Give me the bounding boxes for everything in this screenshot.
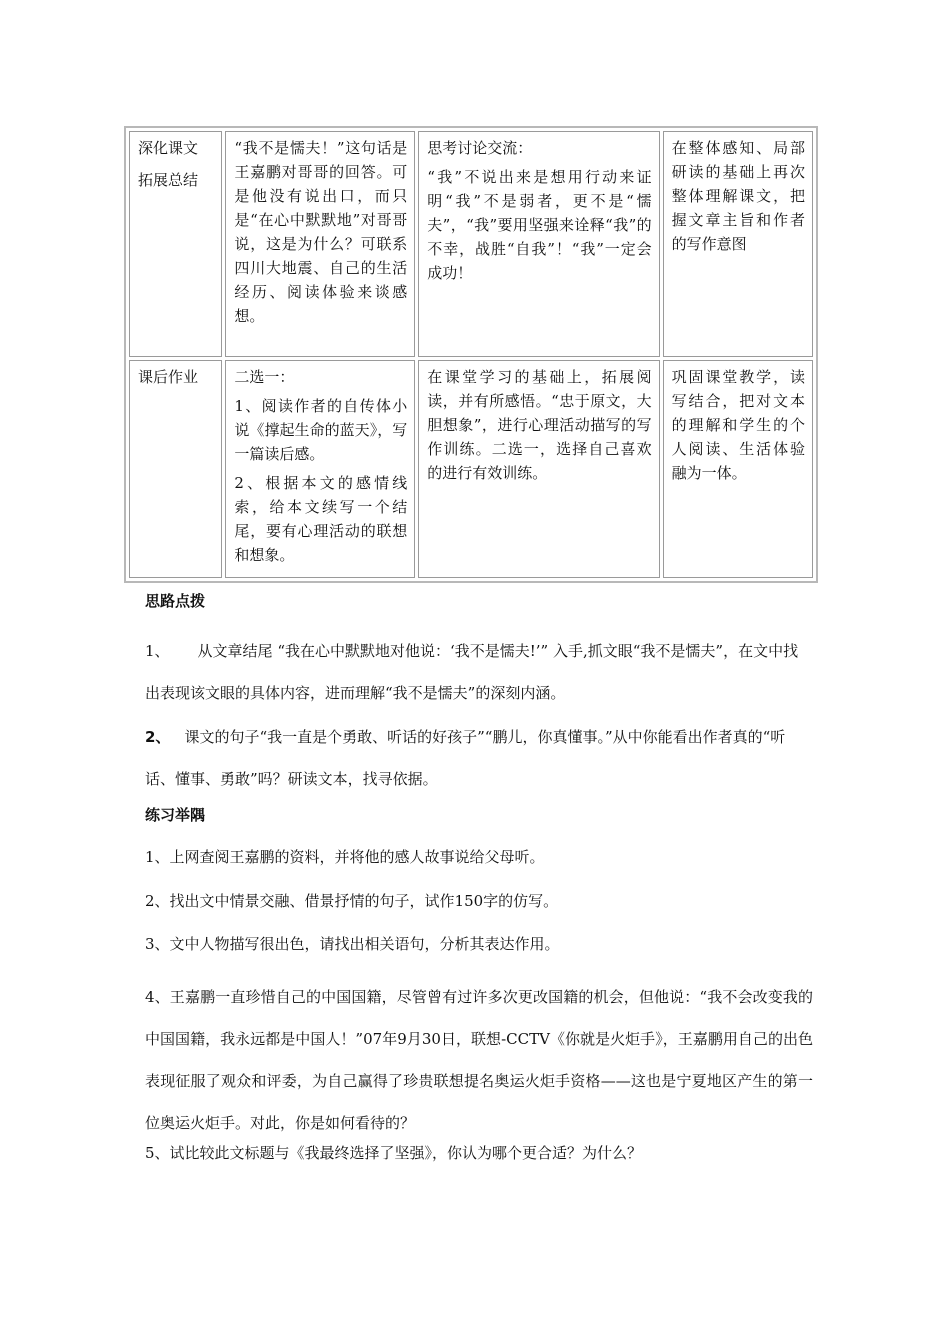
stage-cell xyxy=(129,360,222,578)
content-paragraph: 二选一： xyxy=(234,368,295,386)
activity-paragraph: 在课堂学习的基础上，拓展阅读，并有所感悟。“忠于原文，大胆想象”，进行心理活动描写的写作训练。二选一，选择自己喜欢的进行有效训练。 xyxy=(427,368,652,482)
activity-heading: 思考讨论交流： xyxy=(427,139,533,157)
practice-item: 4、王嘉鹏一直珍惜自己的中国国籍，尽管曾有过许多次更改国籍的机会，但他说：“我不会改变我的中国国籍，我永远都是中国人！”07年9月30日，联想-CCTV《你就是火炬手》，王嘉鹏用自己的出色表现征服了观众和评委，为自己赢得了珍贵联想提名奥运火炬手资格——这也是宁夏地区产生的第一位奥运火炬手。对此，你是如何看待的？ xyxy=(145,988,813,1132)
activity-cell xyxy=(418,131,659,357)
content-paragraph: 2、根据本文的感情线索，给本文续写一个结尾，要有心理活动的联想和想象。 xyxy=(234,474,408,564)
practice-item: 2、找出文中情景交融、借景抒情的句子，试作150字的仿写。 xyxy=(145,892,559,910)
intent-paragraph: 在整体感知、局部研读的基础上再次整体理解课文，把握文章主旨和作者的写作意图 xyxy=(671,139,805,253)
hint-item xyxy=(145,716,813,800)
content-paragraph: “我不是懦夫！”这句话是王嘉鹏对哥哥的回答。可是他没有说出口，而只是“在心中默默地”对哥哥说，这是为什么？可联系四川大地震、自己的生活经历、阅读体验来谈感想。 xyxy=(234,139,408,325)
section-heading-hints: 思路点拨 xyxy=(145,592,206,610)
content-cell xyxy=(225,131,415,357)
hint-item xyxy=(145,630,813,714)
practice-item: 5、试比较此文标题与《我最终选择了坚强》，你认为哪个更合适？为什么？ xyxy=(145,1144,643,1162)
intent-cell xyxy=(663,131,813,357)
activity-cell xyxy=(418,360,659,578)
hint-text: 课文的句子“我一直是个勇敢、听话的好孩子”“鹏儿，你真懂事。”从中你能看出作者真的“听话、懂事、勇敢”吗？研读文本，找寻依据。 xyxy=(145,728,786,788)
lesson-plan-table xyxy=(124,126,818,583)
stage-label-line: 拓展总结 xyxy=(138,171,199,189)
table-row xyxy=(129,360,813,578)
hint-text: 从文章结尾 “我在心中默默地对他说：‘我不是懦夫!’” 入手,抓文眼“我不是懦夫”，在文中找出表现该文眼的具体内容，进而理解“我不是懦夫”的深刻内涵。 xyxy=(145,642,799,702)
content-paragraph: 1、阅读作者的自传体小说《撑起生命的蓝天》，写一篇读后感。 xyxy=(234,397,408,463)
stage-label-line: 深化课文 xyxy=(138,139,199,157)
hint-number: 1、 xyxy=(145,642,170,660)
stage-label-line: 课后作业 xyxy=(138,368,199,386)
intent-paragraph: 巩固课堂教学，读写结合，把对文本的理解和学生的个人阅读、生活体验融为一体。 xyxy=(671,368,805,482)
practice-item: 3、文中人物描写很出色，请找出相关语句，分析其表达作用。 xyxy=(145,935,560,953)
intent-cell xyxy=(663,360,813,578)
activity-paragraph: “我”不说出来是想用行动来证明“我”不是弱者，更不是“懦夫”，“我”要用坚强来诠释“我”的不幸，战胜“自我”！“我”一定会成功！ xyxy=(427,168,652,282)
stage-cell xyxy=(129,131,222,357)
practice-item: 1、上网查阅王嘉鹏的资料，并将他的感人故事说给父母听。 xyxy=(145,848,545,866)
table-row xyxy=(129,131,813,357)
hint-number: 2、 xyxy=(145,728,171,746)
section-heading-practice: 练习举隅 xyxy=(145,806,206,824)
content-cell xyxy=(225,360,415,578)
